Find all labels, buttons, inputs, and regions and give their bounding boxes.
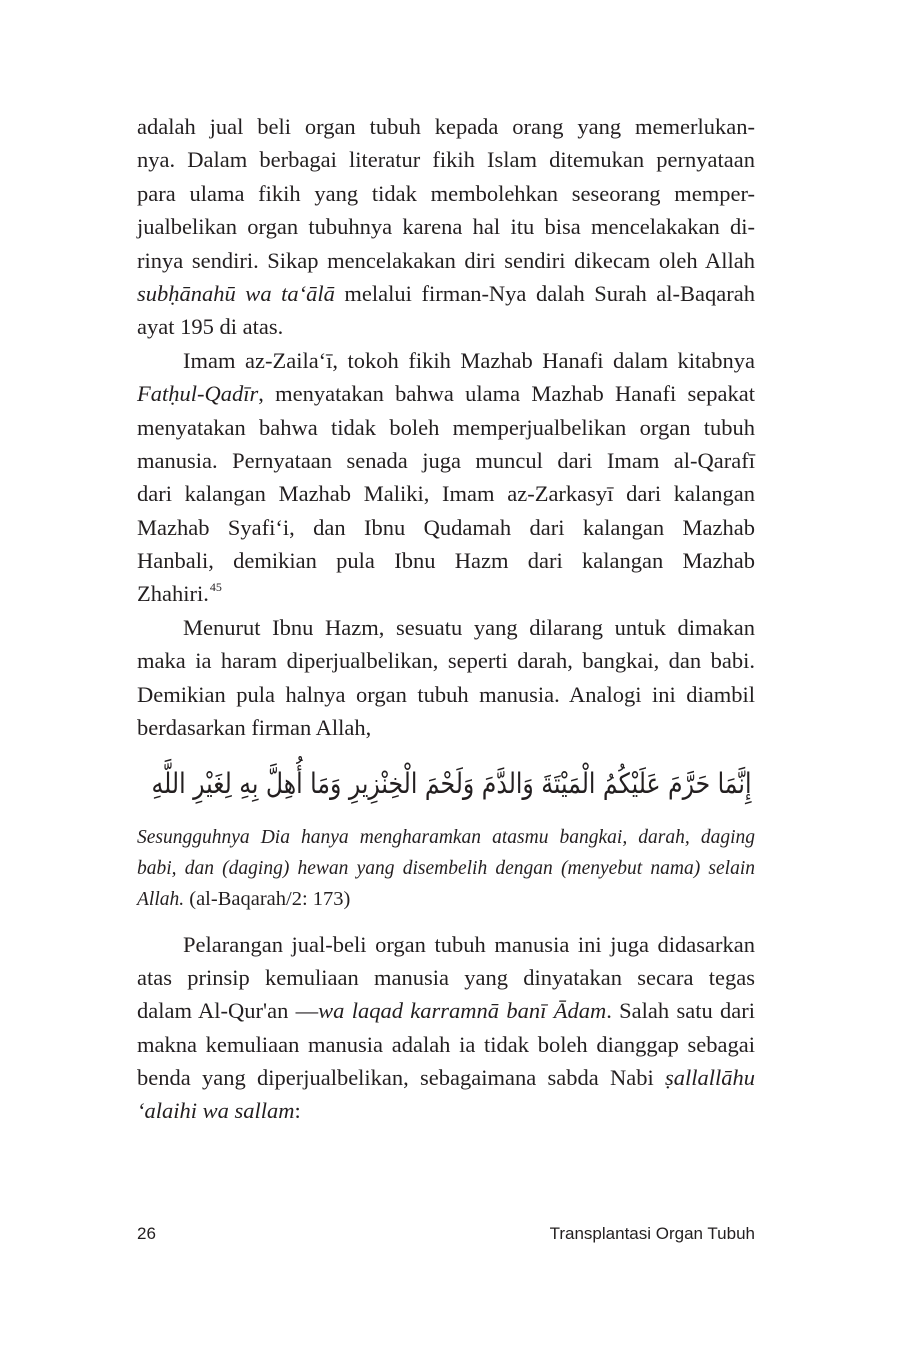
text-line bbox=[137, 994, 755, 1027]
footnote-reference: 45 bbox=[209, 580, 222, 595]
text-segment: Zhahiri. bbox=[137, 581, 209, 607]
text-line: rinya sendiri. Sikap mencelakakan diri sendiri dikecam oleh Allah bbox=[137, 247, 755, 273]
body-text-continued bbox=[137, 928, 755, 1128]
italic-term: ‘alaihi wa sallam bbox=[137, 1098, 295, 1124]
text-segment: : bbox=[294, 1098, 301, 1124]
verse-translation bbox=[137, 823, 755, 915]
text-line: nya. Dalam berbagai literatur fikih Islam ditemukan pernyataan bbox=[137, 147, 755, 173]
italic-term: subḥānahū wa ta‘ālā bbox=[137, 280, 335, 306]
text-line: jualbelikan organ tubuhnya karena hal itu bisa mencelakakan di- bbox=[137, 214, 755, 240]
text-line: manusia. Pernyataan senada juga muncul dari Imam al-Qarafī bbox=[137, 447, 755, 473]
text-line: Hanbali, demikian pula Ibnu Hazm dari kalangan Mazhab bbox=[137, 548, 755, 574]
text-line: menyatakan bahwa tidak boleh memperjualbelikan organ tubuh bbox=[137, 414, 755, 440]
page-number: 26 bbox=[137, 1224, 156, 1243]
text-line: makna kemuliaan manusia adalah ia tidak boleh dianggap sebagai bbox=[137, 1031, 755, 1057]
text-segment: melalui firman-Nya dalah Surah al-Baqarah bbox=[334, 280, 755, 306]
text-line: Demikian pula halnya organ tubuh manusia. Analogi ini diambil bbox=[137, 681, 755, 707]
text-segment: Allah. bbox=[137, 889, 185, 910]
text-line: Mazhab Syafi‘i, dan Ibnu Qudamah dari kalangan Mazhab bbox=[137, 514, 755, 540]
italic-term: wa laqad karramnā banī Ādam bbox=[318, 998, 607, 1024]
text-segment: dalam Al-Qur'an — bbox=[137, 998, 319, 1024]
translation-line: babi, dan (daging) hewan yang disembelih dengan (menyebut nama) selain bbox=[137, 857, 755, 879]
running-title: Transplantasi Organ Tubuh bbox=[549, 1224, 755, 1243]
text-segment: benda yang diperjualbelikan, sebagaimana sabda Nabi bbox=[137, 1065, 665, 1091]
text-line bbox=[137, 1061, 755, 1094]
arabic-verse: إِنَّمَا حَرَّمَ عَلَيْكُمُ الْمَيْتَةَ وَالدَّمَ وَلَحْمَ الْخِنْزِيرِ وَمَا أُهِلَّ بِهِ لِغَيْرِ اللَّهِ bbox=[152, 767, 752, 800]
text-line: adalah jual beli organ tubuh kepada orang yang memerlukan- bbox=[137, 114, 755, 139]
translation-line: Sesungguhnya Dia hanya mengharamkan atasmu bangkai, darah, daging bbox=[137, 827, 755, 848]
text-line: dari kalangan Mazhab Maliki, Imam az-Zarkasyī dari kalangan bbox=[137, 481, 755, 507]
verse-citation: (al-Baqarah/2: 173) bbox=[184, 888, 351, 910]
text-line: berdasarkan firman Allah, bbox=[137, 715, 372, 741]
text-segment: . Salah satu dari bbox=[606, 998, 756, 1024]
text-line bbox=[137, 277, 755, 310]
text-line bbox=[137, 1094, 755, 1127]
text-line: para ulama fikih yang tidak membolehkan seseorang memper- bbox=[137, 180, 755, 206]
text-line bbox=[137, 577, 755, 610]
text-line bbox=[137, 377, 755, 410]
text-line: ayat 195 di atas. bbox=[137, 314, 284, 340]
text-line: Imam az-Zaila‘ī, tokoh fikih Mazhab Hanafi dalam kitabnya bbox=[183, 347, 755, 373]
page-footer bbox=[137, 1222, 755, 1246]
arabic-verse-block bbox=[137, 748, 755, 822]
text-segment: , menyatakan bahwa ulama Mazhab Hanafi sepakat bbox=[258, 381, 755, 407]
italic-term: ṣallallāhu bbox=[664, 1065, 755, 1091]
text-line: Menurut Ibnu Hazm, sesuatu yang dilarang untuk dimakan bbox=[183, 614, 755, 640]
text-line: maka ia haram diperjualbelikan, seperti darah, bangkai, dan babi. bbox=[137, 648, 755, 674]
body-text bbox=[137, 110, 755, 744]
text-line: Pelarangan jual-beli organ tubuh manusia ini juga didasarkan bbox=[183, 931, 755, 957]
book-title: Fatḥul-Qadīr bbox=[137, 381, 259, 407]
translation-line bbox=[137, 884, 755, 915]
text-line: atas prinsip kemuliaan manusia yang dinyatakan secara tegas bbox=[137, 964, 755, 990]
